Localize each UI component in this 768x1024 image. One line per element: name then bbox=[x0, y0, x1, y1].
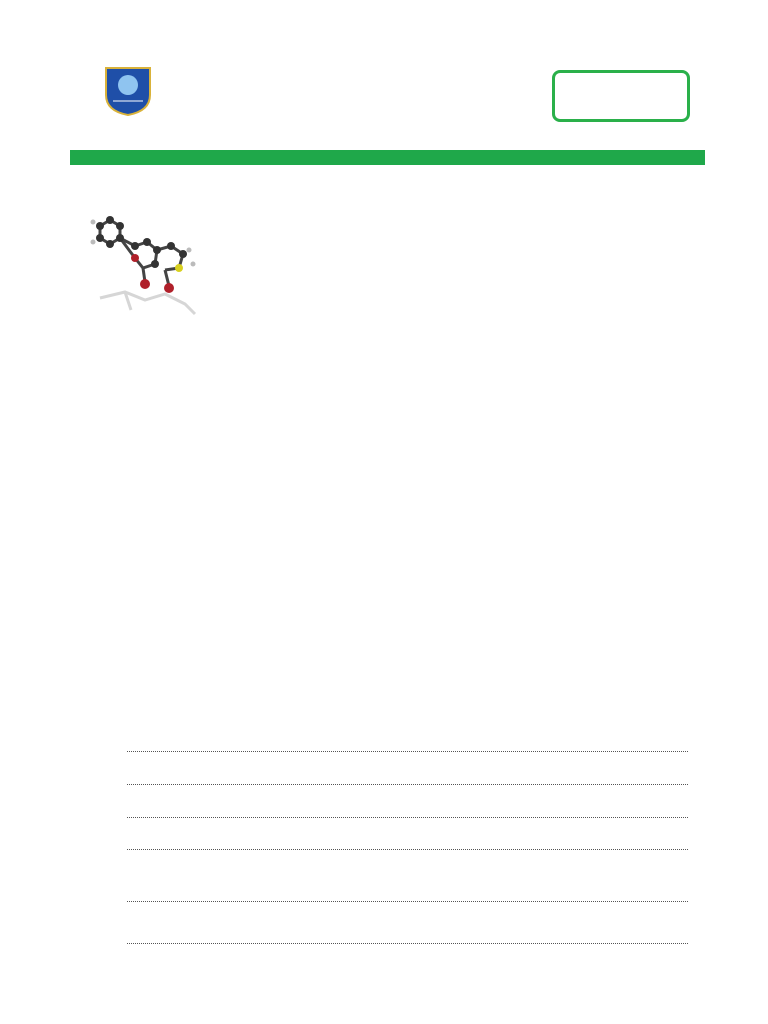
answer-line[interactable] bbox=[127, 740, 688, 752]
comprension-badge bbox=[552, 70, 690, 122]
question-number bbox=[103, 838, 125, 850]
question-item bbox=[103, 838, 688, 850]
question-item bbox=[103, 740, 688, 752]
answer-line[interactable] bbox=[127, 932, 688, 944]
question-item bbox=[103, 806, 688, 818]
question-item bbox=[103, 932, 688, 944]
school-logo-icon bbox=[103, 65, 153, 117]
penicillin-molecule-icon bbox=[85, 206, 205, 321]
article-paragraph-2 bbox=[232, 237, 686, 322]
article-title bbox=[79, 179, 83, 193]
pencil-border-left bbox=[0, 0, 70, 1024]
answer-line[interactable] bbox=[127, 890, 688, 902]
answer-line[interactable] bbox=[127, 773, 688, 785]
question-item bbox=[103, 773, 688, 785]
question-number bbox=[103, 932, 125, 944]
answer-line[interactable] bbox=[127, 806, 688, 818]
question-number bbox=[103, 806, 125, 818]
question-item-continued bbox=[103, 890, 688, 902]
green-divider bbox=[70, 150, 705, 165]
question-number bbox=[103, 740, 125, 752]
answer-line[interactable] bbox=[127, 838, 688, 850]
question-number bbox=[103, 773, 125, 785]
pencil-border-bottom bbox=[0, 955, 768, 1024]
pencil-border-right bbox=[700, 0, 768, 1024]
pencil-border-top bbox=[0, 0, 768, 70]
